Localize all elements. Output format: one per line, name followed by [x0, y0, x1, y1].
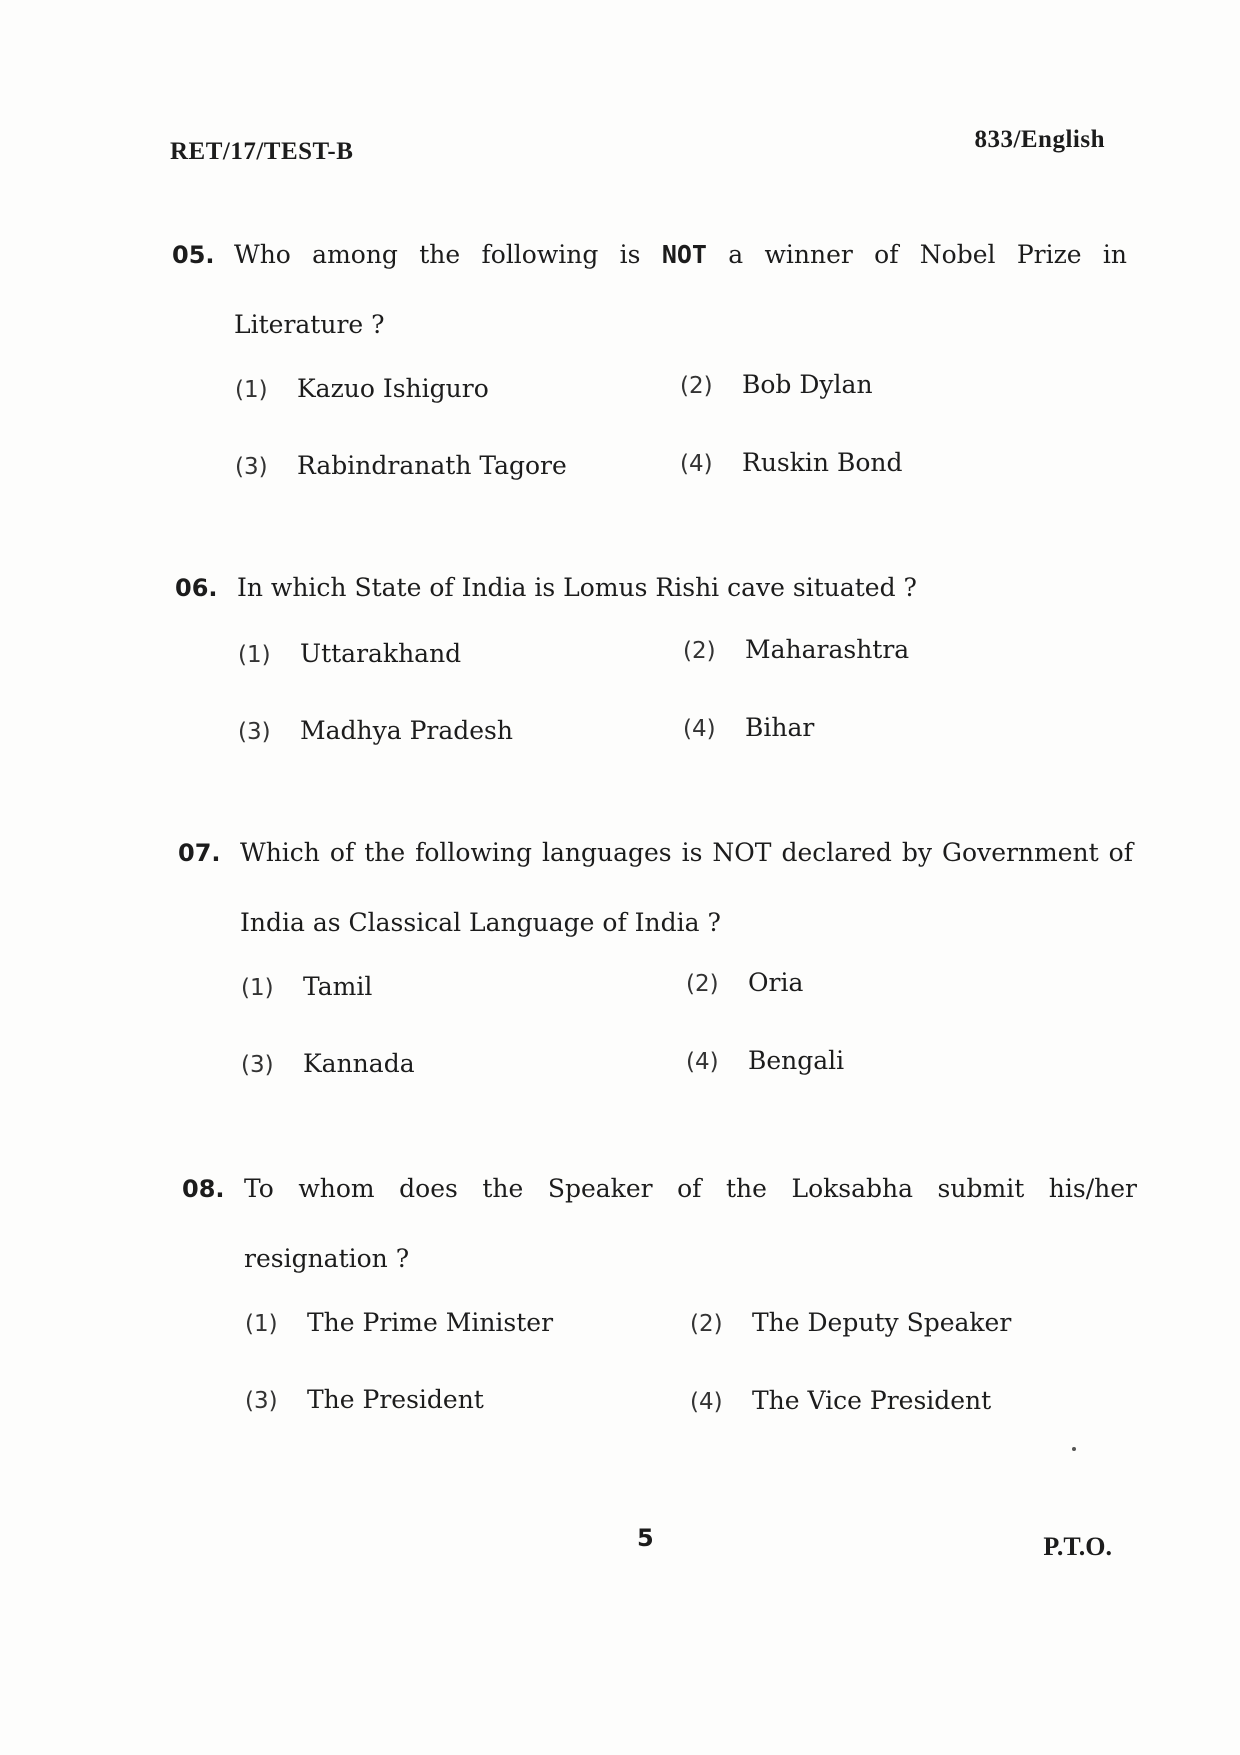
question-number: 05. [172, 241, 215, 269]
option-4: (4) Ruskin Bond [680, 448, 903, 477]
question-08 [182, 1174, 1137, 1458]
question-text-continuation: Literature ? [234, 310, 385, 339]
answer-options [235, 370, 1127, 524]
option-3: (3) The President [245, 1385, 484, 1414]
option-2: (2) The Deputy Speaker [690, 1308, 1012, 1337]
option-1: (1) Uttarakhand [238, 639, 462, 668]
option-3: (3) Kannada [241, 1049, 415, 1078]
question-text-continuation: resignation ? [244, 1244, 410, 1273]
question-text-continuation: India as Classical Language of India ? [240, 908, 721, 937]
answer-options [238, 635, 1130, 789]
option-2: (2) Maharashtra [683, 635, 910, 664]
option-4: (4) The Vice President [690, 1386, 992, 1415]
question-text: Which of the following languages is NOT declared by Government of [240, 838, 1133, 867]
option-4: (4) Bengali [686, 1046, 845, 1075]
option-2: (2) Oria [686, 968, 804, 997]
question-number: 06. [175, 574, 218, 602]
question-07 [178, 838, 1133, 1122]
question-number: 07. [178, 839, 221, 867]
option-4: (4) Bihar [683, 713, 815, 742]
subject-code: 833/English [974, 126, 1105, 153]
option-1: (1) The Prime Minister [245, 1308, 554, 1337]
answer-options [241, 968, 1133, 1122]
question-text: In which State of India is Lomus Rishi cave situated ? [237, 573, 917, 602]
answer-options [245, 1308, 1137, 1458]
question-06 [175, 573, 1130, 789]
option-1: (1) Kazuo Ishiguro [235, 374, 489, 403]
option-3: (3) Rabindranath Tagore [235, 451, 567, 480]
please-turn-over: P.T.O. [1043, 1532, 1112, 1561]
option-1: (1) Tamil [241, 972, 373, 1001]
emphasis-not: NOT [661, 240, 707, 269]
paper-code: RET/17/TEST-B [170, 138, 354, 165]
question-number: 08. [182, 1175, 225, 1203]
question-text: To whom does the Speaker of the Loksabha submit his/her [244, 1174, 1137, 1203]
page-number: 5 [637, 1524, 654, 1552]
option-2: (2) Bob Dylan [680, 370, 873, 399]
option-3: (3) Madhya Pradesh [238, 716, 513, 745]
scan-speck [1072, 1447, 1076, 1451]
question-text: Who among the following is NOT a winner of Nobel Prize in [234, 240, 1127, 269]
question-05 [172, 240, 1127, 524]
